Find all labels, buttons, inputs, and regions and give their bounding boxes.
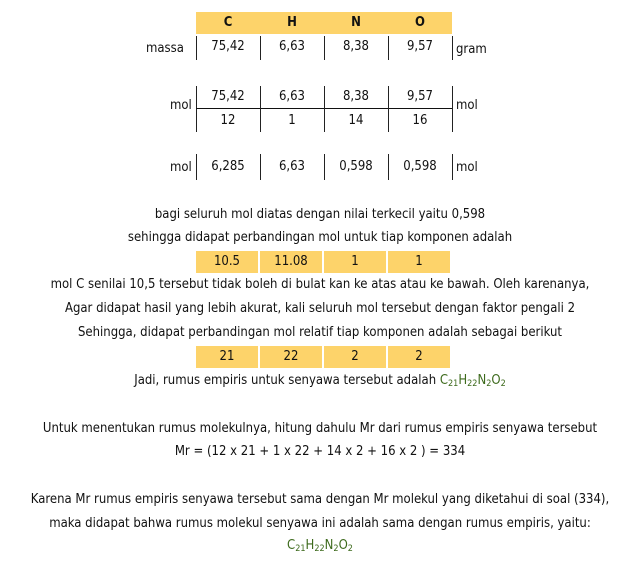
separator xyxy=(452,154,453,180)
ratio2-h: 22 xyxy=(260,346,322,368)
formula-n-sub: 2 xyxy=(486,379,492,389)
formula-c-sub: 21 xyxy=(448,379,459,389)
text-mr-intro: Untuk menentukan rumus molekulnya, hitung dahulu Mr dari rumus empiris senyawa tersebut xyxy=(42,421,598,436)
formula-h-sub: 22 xyxy=(467,379,478,389)
text-mr-calc: Mr = (12 x 21 + 1 x 22 + 14 x 2 + 16 x 2 ) = 334 xyxy=(174,444,466,459)
separator xyxy=(452,36,453,60)
formula-c: C xyxy=(439,373,448,388)
mol-den-n: 14 xyxy=(348,113,364,128)
mol-res-n: 0,598 xyxy=(339,159,373,174)
text-empirical xyxy=(0,373,640,389)
ratio1-n: 1 xyxy=(324,251,386,273)
header-n: N xyxy=(324,12,388,34)
massa-h: 6,63 xyxy=(278,39,306,54)
mol-fraction-unit: mol xyxy=(456,98,478,113)
mol-den-c: 12 xyxy=(220,113,236,128)
text-multiply: Agar didapat hasil yang lebih akurat, kali seluruh mol tersebut dengan faktor pengali 2 xyxy=(64,301,576,316)
mformula-c: C xyxy=(287,538,296,553)
mol-den-o: 16 xyxy=(412,113,428,128)
header-c: C xyxy=(196,12,260,34)
ratio2-n: 2 xyxy=(324,346,386,368)
ratio2-o: 2 xyxy=(388,346,450,368)
text-relative: Sehingga, didapat perbandingan mol relatif tiap komponen adalah sebagai berikut xyxy=(78,325,562,340)
empirical-formula xyxy=(440,373,506,388)
mol-result-label: mol xyxy=(170,160,192,175)
text-empirical-prefix: Jadi, rumus empiris untuk senyawa tersebut adalah xyxy=(134,373,437,388)
formula-o-sub: 2 xyxy=(500,379,506,389)
mformula-c-sub: 21 xyxy=(295,544,306,554)
mformula-n-sub: 2 xyxy=(333,544,339,554)
mformula-h: H xyxy=(305,538,315,553)
text-divide: bagi seluruh mol diatas dengan nilai terkecil yaitu 0,598 xyxy=(154,207,486,222)
text-conclusion-2: maka didapat bahwa rumus molekul senyawa ini adalah sama dengan rumus empiris, yaitu: xyxy=(49,516,591,531)
separator xyxy=(452,86,453,132)
massa-label: massa xyxy=(146,41,184,56)
molecular-formula xyxy=(0,538,640,554)
massa-unit: gram xyxy=(456,42,487,57)
mol-res-h: 6,63 xyxy=(278,159,306,174)
mformula-o-sub: 2 xyxy=(347,544,353,554)
formula-o: O xyxy=(491,373,501,388)
text-rounding: mol C senilai 10,5 tersebut tidak boleh di bulat kan ke atas atau ke bawah. Oleh karenanya, xyxy=(50,277,590,292)
mol-num-o: 9,57 xyxy=(406,89,434,104)
mformula-n: N xyxy=(324,538,334,553)
text-conclusion-1: Karena Mr rumus empiris senyawa tersebut sama dengan Mr molekul yang diketahui di soal (334), xyxy=(30,492,610,507)
mol-num-c: 75,42 xyxy=(211,89,245,104)
mol-den-h: 1 xyxy=(288,113,296,128)
massa-o: 9,57 xyxy=(406,39,434,54)
mol-num-h: 6,63 xyxy=(278,89,306,104)
massa-c: 75,42 xyxy=(211,39,245,54)
mol-result-unit: mol xyxy=(456,160,478,175)
massa-n: 8,38 xyxy=(342,39,370,54)
mol-res-o: 0,598 xyxy=(403,159,437,174)
ratio2-c: 21 xyxy=(196,346,258,368)
formula-h: H xyxy=(458,373,468,388)
mformula-h-sub: 22 xyxy=(314,544,325,554)
ratio1-h: 11.08 xyxy=(260,251,322,273)
header-h: H xyxy=(260,12,324,34)
ratio1-o: 1 xyxy=(388,251,450,273)
ratio1-c: 10.5 xyxy=(196,251,258,273)
text-ratio-intro: sehingga didapat perbandingan mol untuk tiap komponen adalah xyxy=(127,230,513,245)
mol-res-c: 6,285 xyxy=(211,159,245,174)
mol-num-n: 8,38 xyxy=(342,89,370,104)
mformula-o: O xyxy=(338,538,348,553)
mol-fraction-label: mol xyxy=(170,98,192,113)
header-o: O xyxy=(388,12,452,34)
formula-n: N xyxy=(477,373,487,388)
